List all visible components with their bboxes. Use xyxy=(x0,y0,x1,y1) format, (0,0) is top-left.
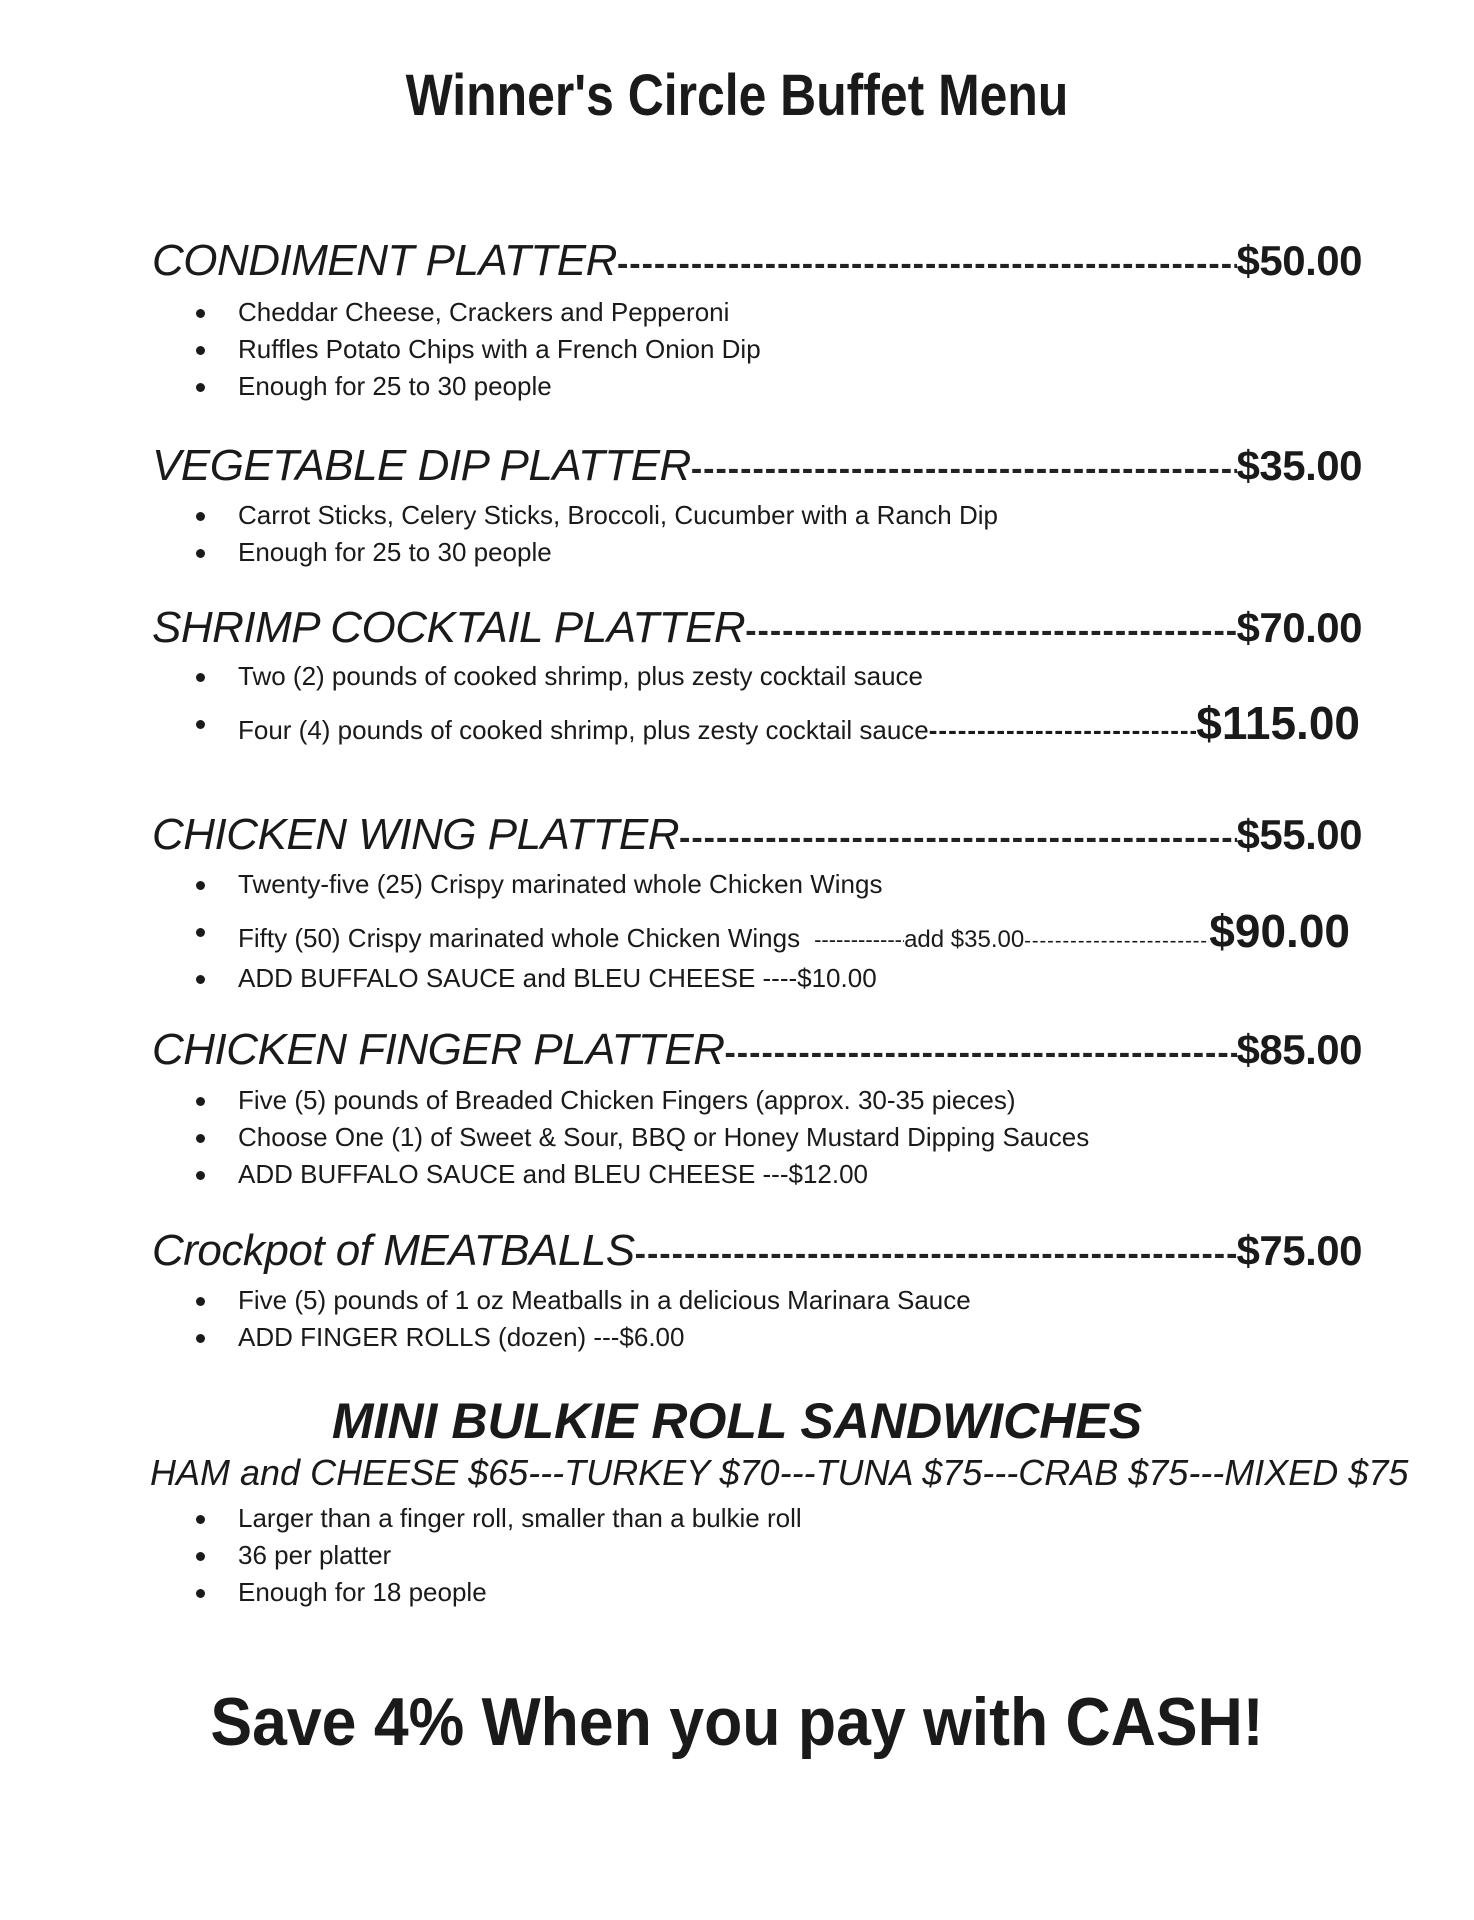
finger-items xyxy=(192,1082,1392,1193)
list-item: Enough for 25 to 30 people xyxy=(192,368,1392,405)
page-title: Winner's Circle Buffet Menu xyxy=(405,63,1069,128)
section-heading-vegetable xyxy=(152,441,1362,491)
upgrade-add: add $35.00 xyxy=(904,926,1025,953)
upgrade-price: $90.00 xyxy=(1209,913,1350,957)
list-item-upgrade xyxy=(192,913,1392,960)
section-heading-finger xyxy=(152,1025,1362,1075)
list-item-upgrade xyxy=(192,705,1392,749)
section-name: CHICKEN FINGER PLATTER xyxy=(152,1025,725,1074)
section-name: VEGETABLE DIP PLATTER xyxy=(152,441,691,490)
section-heading-wing xyxy=(152,810,1362,860)
list-item: Enough for 18 people xyxy=(192,1574,1392,1611)
sandwiches-title: MINI BULKIE ROLL SANDWICHES xyxy=(331,1393,1143,1449)
vegetable-items xyxy=(192,497,1392,571)
section-name: Crockpot of MEATBALLS xyxy=(152,1226,635,1275)
section-heading-meatballs xyxy=(152,1226,1362,1276)
list-item: ADD FINGER ROLLS (dozen) ---$6.00 xyxy=(192,1319,1392,1356)
dot-leader xyxy=(724,1034,1236,1073)
upgrade-text: Four (4) pounds of cooked shrimp, plus zesty cocktail sauce xyxy=(238,715,929,745)
list-item: Larger than a finger roll, smaller than a bulkie roll xyxy=(192,1500,1392,1537)
sandwich-items xyxy=(192,1500,1392,1611)
upgrade-price: $115.00 xyxy=(1196,705,1360,749)
section-price: $85.00 xyxy=(1236,1026,1362,1073)
list-item: Two (2) pounds of cooked shrimp, plus zesty cocktail sauce xyxy=(192,658,1392,695)
dot-leader xyxy=(635,1235,1237,1274)
section-price: $35.00 xyxy=(1236,442,1362,489)
dot-leader xyxy=(929,712,1196,749)
list-item: Choose One (1) of Sweet & Sour, BBQ or Honey Mustard Dipping Sauces xyxy=(192,1119,1392,1156)
dot-leader xyxy=(679,819,1237,858)
wing-items xyxy=(192,866,1392,997)
list-item: Carrot Sticks, Celery Sticks, Broccoli, Cucumber with a Ranch Dip xyxy=(192,497,1392,534)
section-price: $70.00 xyxy=(1236,604,1362,651)
list-item: Enough for 25 to 30 people xyxy=(192,534,1392,571)
section-name: CHICKEN WING PLATTER xyxy=(152,810,680,859)
list-item: ADD BUFFALO SAUCE and BLEU CHEESE ---$12.00 xyxy=(192,1156,1392,1193)
list-item: Twenty-five (25) Crispy marinated whole Chicken Wings xyxy=(192,866,1392,903)
sandwiches-prices: HAM and CHEESE $65---TURKEY $70---TUNA $75---CRAB $75---MIXED $75 xyxy=(150,1452,1409,1493)
list-item: 36 per platter xyxy=(192,1537,1392,1574)
section-heading-condiment xyxy=(152,236,1362,286)
section-name: CONDIMENT PLATTER xyxy=(152,236,617,285)
upgrade-text: Fifty (50) Crispy marinated whole Chicken Wings xyxy=(238,923,801,953)
list-item: Cheddar Cheese, Crackers and Pepperoni xyxy=(192,294,1392,331)
section-price: $75.00 xyxy=(1236,1227,1362,1274)
section-name: SHRIMP COCKTAIL PLATTER xyxy=(152,603,746,652)
dot-leader xyxy=(814,921,904,958)
dot-leader xyxy=(617,245,1237,284)
section-heading-shrimp xyxy=(152,603,1362,653)
condiment-items xyxy=(192,294,1392,405)
dot-leader xyxy=(691,450,1237,489)
cash-promo: Save 4% When you pay with CASH! xyxy=(210,1684,1264,1760)
shrimp-items xyxy=(192,658,1392,749)
dot-leader xyxy=(745,612,1236,651)
section-price: $55.00 xyxy=(1236,811,1362,858)
list-item: Five (5) pounds of 1 oz Meatballs in a delicious Marinara Sauce xyxy=(192,1282,1392,1319)
list-item: Ruffles Potato Chips with a French Onion Dip xyxy=(192,331,1392,368)
meatball-items xyxy=(192,1282,1392,1356)
list-item: ADD BUFFALO SAUCE and BLEU CHEESE ----$10.00 xyxy=(192,960,1392,997)
dot-leader xyxy=(1024,923,1209,960)
section-price: $50.00 xyxy=(1236,237,1362,284)
list-item: Five (5) pounds of Breaded Chicken Fingers (approx. 30-35 pieces) xyxy=(192,1082,1392,1119)
